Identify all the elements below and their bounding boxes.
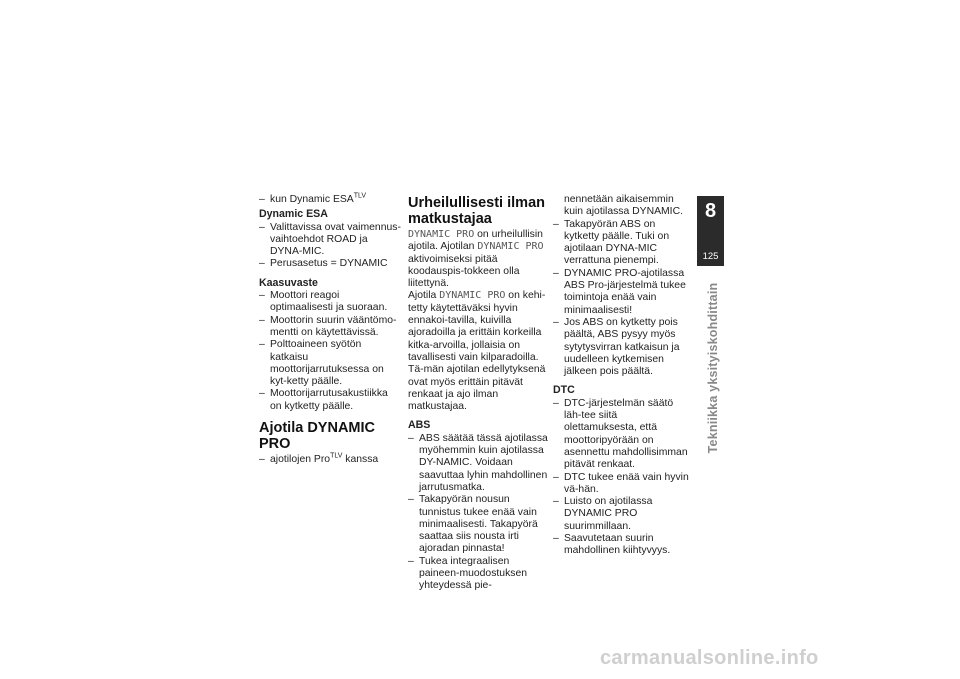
heading-urheilullisesti: Urheilullisesti ilman matkustajaa: [408, 195, 545, 227]
list-item: – ABS säätää tässä ajotilassa myöhemmin kuin ajotilassa DY-NAMIC. Voidaan saavuttaa lyhin mahdollinen jarrutusmatka.: [408, 433, 548, 494]
heading-dtc: DTC: [553, 384, 575, 397]
list-item: – DTC tukee enää vain hyvin vä-hän.: [553, 472, 691, 497]
list-item-kun: – kun Dynamic $ESA^{TLV}$: [259, 194, 402, 206]
text-column-2: [408, 194, 548, 593]
text-column-3: [553, 194, 691, 558]
list-item-pro: – ajotilojen Pro$^{TLV}$ kanssa: [259, 454, 402, 466]
list-item: – Tukea integraalisen paineen-muodostuksen yhteydessä pie-: [408, 556, 548, 593]
heading-ajotila-dynamic-pro: Ajotila DYNAMIC PRO: [259, 420, 375, 453]
list-item: – Takapyörän ABS on kytketty päälle. Tuki on ajotilaan DYNA-MIC verrattuna pienempi.: [553, 219, 691, 268]
list-item: – Perusasetus = DYNAMIC: [259, 258, 402, 270]
chapter-tab: [697, 196, 724, 266]
list-item: – Jos ABS on kytketty pois päältä, ABS pysyy myös sytytysvirran katkaisun ja uudelleen kytkemisen jälkeen pois päältä.: [553, 317, 691, 378]
list-item-continuation: nennetään aikaisemmin kuin ajotilassa DYNAMIC.: [564, 194, 683, 218]
heading-dynamic-esa: Dynamic ESA: [259, 208, 328, 221]
list-item: – Saavutetaan suurin mahdollinen kiihtyvyys.: [553, 533, 691, 558]
list-item: – Takapyörän nousun tunnistus tukee enää vain minimaalisesti. Takapyörä saattaa siis nousta irti ajoradan pinnasta!: [408, 494, 548, 555]
heading-kaasuvaste: Kaasuvaste: [259, 276, 318, 289]
list-item: – Moottorijarrutusakustiikka on kytketty päälle.: [259, 388, 402, 413]
list-item: – Moottorin suurin vääntömo-mentti on käytettävissä.: [259, 315, 402, 340]
paragraph-1: DYNAMIC PRO on urheilullisin ajotila. Ajotilan DYNAMIC PRO aktivoimiseksi pitää koodauspis-tokkeen olla liitettynä.: [408, 229, 544, 290]
watermark: carmanualsonline.info: [600, 647, 819, 669]
page-number: 125: [702, 251, 719, 262]
list-item: – Valittavissa ovat vaimennus-vaihtoehdot ROAD ja DYNA-MIC.: [259, 222, 402, 259]
heading-abs: ABS: [408, 419, 431, 432]
list-item: – DYNAMIC PRO-ajotilassa ABS Pro-järjestelmä tukee toimintoja enää vain minimaalisesti!: [553, 268, 691, 317]
text-column-1: [259, 194, 402, 466]
paragraph-2: Ajotila DYNAMIC PRO on kehi-tetty käytettäväksi hyvin ennakoi-tavilla, kuivilla ajoradoilla ja erittäin korkeilla kitka-arvoilla, jollaisia on tavallisesti vain kilparadoilla. Tä-män ajotilan edellytyksenä ovat myös erittäin pitävät renkaat ja ajo ilman matkustajaa.: [408, 290, 546, 413]
list-item: – Luisto on ajotilassa DYNAMIC PRO suurimmillaan.: [553, 496, 691, 533]
list-item: – DTC-järjestelmän säätö läh-tee siitä olettamuksesta, että moottoripyörään on asennettu mahdollisimman pitävät renkaat.: [553, 398, 691, 472]
list-item: – Moottori reagoi optimaalisesti ja suoraan.: [259, 290, 402, 315]
list-item: – Polttoaineen syötön katkaisu moottorijarrutuksessa on kyt-ketty päälle.: [259, 339, 402, 388]
chapter-number: 8: [704, 200, 717, 222]
section-side-title: Tekniikka yksityiskohdittain: [706, 282, 720, 454]
